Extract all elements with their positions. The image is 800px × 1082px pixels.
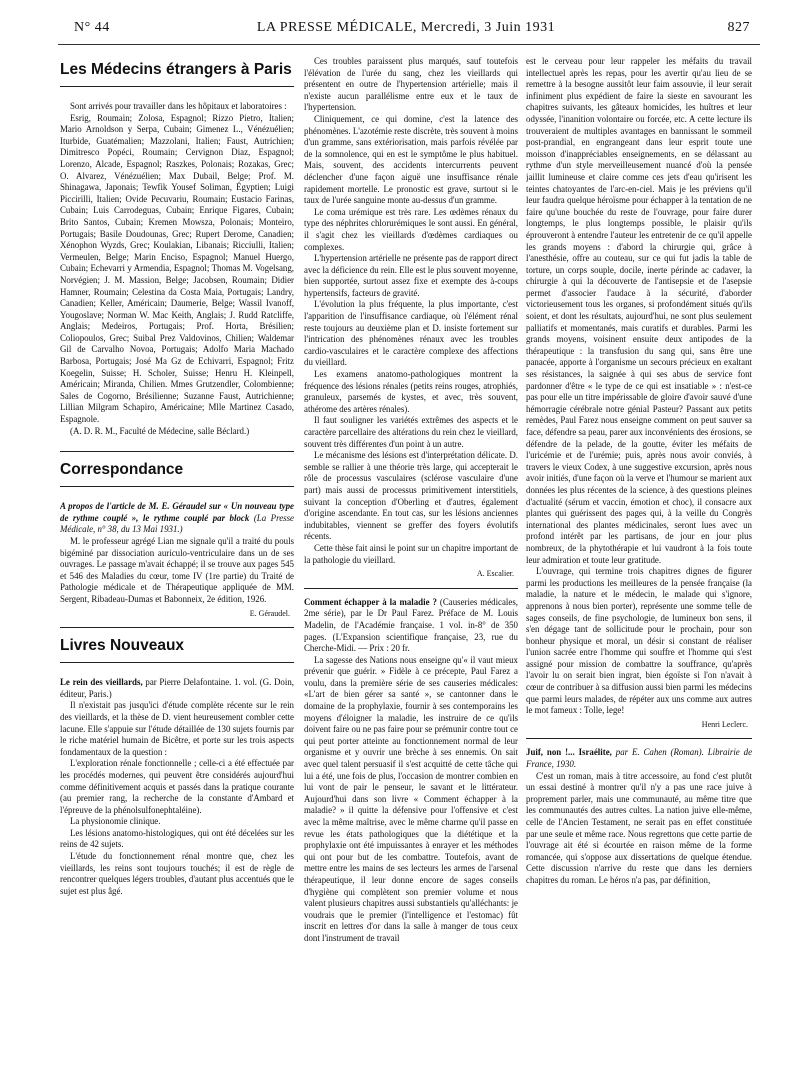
review-paragraph: Le coma urémique est très rare. Les œdèmes rénaux du type des néphrites chlorurémiques le sont aussi. En général, il s'agit chez les vieillards d'œdèmes cardiaques ou complexes. (304, 206, 518, 252)
review-paragraph: Ces troubles paraissent plus marqués, sauf toutefois l'élévation de l'urée du sang, chez les vieillards qui présentent en outre de l'hypertension artérielle; mais il n'existe aucun parallélisme entre eux et le taux de l'hypertension. (304, 56, 518, 113)
column-1 (60, 56, 294, 1071)
review-paragraph: Les lésions anatomo-histologiques, qui ont été décelées sur les reins de 42 sujets. (60, 827, 294, 850)
review-paragraph: L'ouvrage, qui termine trois chapitres dignes de figurer parmi les productions les meilleures de la pensée française (la maladie, la nature et le médecin, le malade qui s'ignore, apprenons à nous bien porter), représente une somme telle de sages conseils, de fine psychologie, de lumineux bon sens, il s'en dégage tant de sollicitude pour le prochain, pour son bonheur physique et moral, un désir si constant de réaliser l'union sacrée entre l'homme qui souffre et l'homme qui s'est assigné pour mission de combattre la souffrance, qu'après l'avoir lu on serait bien ingrat, bien égoïste si l'on n'avait à cœur de contribuer à sa diffusion aussi bien parmi les médecins que parmi leurs malades, de répéter aux uns comme aux autres le mot fameux : Tolle, lege! (526, 566, 752, 716)
review-paragraph: C'est un roman, mais à titre accessoire, au fond c'est plutôt un essai destiné à montrer qu'il n'y a pas une race juive à proprement parler, mais une communauté, au même titre que les communautés des autres cultes. La nation juive elle-même, celle de l'Ancien Testament, ne serait pas en effet constituée par une seule et même race. Nous regrettons que cette partie de l'ouvrage ait été si écourtée en raison même de la forme romancée, qui s'oppose aux dissertations de quelque étendue. Cette discussion n'arrive du reste que dans les derniers chapitres du roman. Le héros n'a pas, par définition, (526, 770, 752, 885)
page-header (52, 18, 760, 44)
medecins-signature: (A. D. R. M., Faculté de Médecine, salle Béclard.) (70, 425, 250, 436)
correspondance-body: M. le professeur agrégé Lian me signale qu'il a traité du pouls bigéminé par dissociation auriculo-ventriculaire dans un de ses ouvrages. Le passage m'avait échappé; il se trouve aux pages 545 et 546 des Maladies du cœur, tome IV (1re partie) du Traité de Pathologie médicale et de Thérapeutique appliquée de MM. Sergent, Ribadeau-Dumas et Babonneix, 2e édition, 1926. (60, 536, 294, 604)
section-rule (304, 588, 518, 589)
column-3 (526, 56, 752, 1071)
medecins-intro: Sont arrivés pour travailler dans les hôpitaux et laboratoires : (70, 101, 287, 111)
section-rule (60, 86, 294, 87)
review-paragraph: L'exploration rénale fonctionnelle ; celle-ci a été effectuée par les procédés modernes, qui peuvent être considérés aujourd'hui comme définitivement acquis et passés dans la pratique courante (au premier rang, la recherche de la constante d'Ambard et l'épreuve de la phénolsulfonephtaléine). (60, 758, 294, 815)
review-paragraph: Cliniquement, ce qui domine, c'est la latence des phénomènes. L'azotémie reste discrète, très souvent à moins d'un gramme, sans extériorisation, mais parfois révélée par de la somnolence, qui en est le symptôme le plus habituel. Mais, souvent, des accidents intercurrents peuvent déclencher d'une façon aiguë une insuffisance rénale rapidement mortelle. Le pronostic est grave, surtout si le taux de l'urée sanguine monte au-dessus d'un gramme. (304, 113, 518, 206)
section-rule (60, 662, 294, 663)
page-number: 827 (727, 20, 750, 35)
section-rule (526, 738, 752, 739)
correspondance-subject: A propos de l'article de M. E. Géraudel sur « Un nouveau type de rythme couplé », le rythme couplé par block (60, 501, 294, 523)
medecins-list: Esrig, Roumain; Zolosa, Espagnol; Rizzo Pietro, Italien; Mario Arnoldson y Serpa, Cubain; Gimenez L., Vénézuélien; Iturbide, Guatémalien; Mazzolani, Italien; Faust, Autrichien; Dimitresco Popéci, Roumain; Cervignon Diaz, Espagnol; Lorenzo, Alcade, Espagnol; Raszkes, Polonais; Rozakas, Grec; O. Alvarez, Vénézuélien; Max Dubail, Belge; Prof. M. Shinagawa, Japonais; Tewfik Yousef Soliman, Égyptien; Luigi Piccirilli, Italien; Ovide Pecuvariu, Roumain; Eustacio Farinas, Cubain; Luis Carrodeguas, Cubain; Enrique Figares, Cubain; Brito Santos, Cubain; Kremen Mowsza, Polonais; Monteiro, Portugais; Basile Doudounas, Grec; Rupert Derome, Canadien; Xénophon Wyzds, Grec; Koulakian, Libanais; Ricciulli, Italien; Vermeulen, Belge; Marin Enciso, Espagnol; Manuel Huergo, Cubain; Echevarri y Armendia, Espagnol; Thomas M. Vogelsang, Norvégien; J. M. Massion, Belge; Jacobsen, Roumain; Didier Hamner, Roumain; Celestina da Costa Maia, Portugais; Landry, Canadien; Keller, Américain; Daumerie, Belge; Wassil Ivanoff, Yougoslave; Norman W. Mac Keith, Anglais; J. Rudd Ratcliffe, Anglais; Medeiros, Portugais; Prof. Horta, Brésilien; Coliopoulos, Grec; Suibal Prez Valdovinos, Chilien; Waldemar Gil de Carvalho Novoa, Portugais; Adolfo Maria Machado Barbosa, Portugais; José Ma Gz de Echivarri, Espagnol; Fritz Koegelin, Suisse; H. Scholer, Suisse; Henru H. Kleinpell, Américain; Miranda, Chilien. Mmes Grutzendler, Colombienne; Sales de Cogorno, Brésilienne; Suzanne Faust, Autrichienne; Lillian Milgram Schapiro, Américaine; Mlle Martinez Casado, Espagnole. (60, 112, 294, 425)
section-rule (60, 486, 294, 487)
book-title: Juif, non !... Israélite, (526, 747, 612, 758)
section-rule (60, 451, 294, 452)
book-author: (Causeries médicales, 2me série), par le Dr Paul Farez. Préface de M. Louis Madelin, de l'Académie française. 1 vol. in-8° de 350 pages. (L'Expansion scientifique française, 23, rue du Cherche-Midi. — Prix : 20 fr. (304, 596, 518, 654)
review-paragraph: Il n'existait pas jusqu'ici d'étude complète récente sur le rein des vieillards, et la thèse de D. vient heureusement combler cette lacune. Elle s'appuie sur l'étude détaillée de 130 sujets fournis par le riche matériel humain de Bicêtre, et porte sur les trois aspects fondamentaux de la question : (60, 700, 294, 757)
header-rule (58, 44, 760, 45)
review-paragraph: Cette thèse fait ainsi le point sur un chapitre important de la pathologie du vieillard. (304, 542, 518, 565)
section-title-livres: Livres Nouveaux (60, 637, 185, 655)
review-paragraph: est le cerveau pour leur rappeler les méfaits du travail intellectuel après les repas, pour les avertir qu'au lieu de se remettre à la besogne aussitôt leur faim assouvie, il leur serait infiniment plus expédient de faire la sieste en savourant les chapitres suivants, les gâteaux homicides, les huîtres et leur odyssée, l'inanition volontaire ou forcée, etc. A cette lecture ils trouveraient de multiples avantages en bannissant le sommeil post-prandial, en engrangeant dans leur esprit toute une moisson d'inappréciables enseignements, en se délassant au rythme d'un style merveilleusement nuancé d'où la pensée jaillit lumineuse et claire comme ces jets d'eau qu'irisent les teintes chatoyantes de l'arc-en-ciel. Mais je les préviens qu'il leur faudra quelque héroïsme pour échapper à la tentation de ne faire qu'une bouchée du reste de l'ouvrage, pour faire durer longtemps, le plus longtemps possible, le plaisir qu'ils éprouveront à entendre l'auteur les entretenir de ce qu'il appelle les grands moyens : d'abord la chirurgie qui, grâce à l'anesthésie, offre au couteau, sur ce qui fut jadis la table de torture, un corps souple, docile, inerte périnde ac cadaver, la chirurgie à qui la découverte de l'antisepsie et de l'asepsie permet d'associer l'audace à la sécurité, d'aborder victorieusement tous les organes, si profondément situés qu'ils soient, et dont les résultats, aujourd'hui, ne sont plus seulement palliatifs et momentanés, mais curatifs et durables. Parmi les grands moyens, voisinent ensuite deux antipodes de la thérapeutique : la transfusion du sang qui, sans être une panacée, apporte à l'organisme un secours précieux en exaltant ses résistances, la saignée à qui ses abus de service font pardonner d'être « le type de ce qui est insatiable » : n'est-ce pas pour elle un titre impérissable de gloire d'avoir sauvé d'une hémorragie cérébrale notre génial Pasteur? Passant aux petits remèdes, Paul Farez nous enseigne comment on peut sauver sa face, défendre sa peau, parer aux inconvénients des érosions, se défendre de la pelade, de la goutte, éviter les méfaits de l'uricémie et de l'urémie; puis, après nous avoir conviés, à travers le vieux Codex, à une suggestive excursion, après nous avoir initiés, d'une façon où la verve et l'humour se marient aux données les plus récentes de la science, à des questions pleines d'actualité (sérum et vaccin, émotion et choc), il consacre aux plantes qui guérissent des pages qui, à la veille du Congrès international des plantes médicinales, seront lues avec un profond intérêt par les partisans, de jour en jour plus nombreux, de la phytothérapie et lui vaudront à la fois toute leur admiration et toute leur gratitude. (526, 56, 752, 565)
section-title-correspondance: Correspondance (60, 461, 184, 479)
book-title: Le rein des vieillards, (60, 677, 143, 688)
book-title: Comment échapper à la maladie ? (304, 596, 437, 607)
review-paragraph: Les examens anatomo-pathologiques montrent la fréquence des lésions rénales (petits reins rouges, atrophiés, granuleux, parsemés de kystes, et avec, très souvent, athérome des artères rénales). (304, 369, 518, 414)
column-2 (304, 56, 518, 1071)
journal-title: LA PRESSE MÉDICALE, Mercredi, 3 Juin 1931 (256, 20, 556, 35)
correspondance-reference: (La Presse Médicale, n° 38, du 13 Mai 1931.) (60, 512, 294, 535)
review-paragraph: L'hypertension artérielle ne présente pas de rapport direct avec la déficience du rein. Elle est le plus souvent moyenne, bien supportée, surtout assez fixe et exempte des à-coups hypertensifs, facteurs de gravité. (304, 253, 518, 298)
review-paragraph: Le mécanisme des lésions est d'interprétation délicate. D. semble se rallier à une théorie très large, qui accepterait le rôle de processus vasculaires (sclérose vasculaire d'une part) mais aussi de processus primitivement interstitiels, suivant la conception d'Oberling et d'autres, également d'origine ascendante. En tout cas, sur les lésions anciennes indubitables, viennent se greffer des foyers évolutifs récents. (304, 450, 518, 542)
review-paragraph: La sagesse des Nations nous enseigne qu'« il vaut mieux prévenir que guérir. » Fidèle à ce précepte, Paul Farez a voulu, dans la première série de ses causeries médicales: «L'art de bien gérer sa santé », se cantonner dans le domaine de la prophylaxie, fournir à ses contemporains les moyens d'éloigner la maladie, les instruire de ce qu'ils doivent faire ou ne pas faire pour se prémunir contre tout ce qui peut porter atteinte au fonctionnement normal de leur organisme et y ouvrir une brèche à ses ennemis. On sait avec quel talent persuasif il s'est acquitté de cette tâche qui lui a été, une fois de plus, l'occasion de montrer combien en lui vont de pair le penseur, le savant et le littérateur. Aujourd'hui dans son livre « Comment échapper à la maladie? » il quitte la défensive pour l'offensive et c'est avec la même maîtrise, avec le même charme qu'il passe en revue les états pathologiques que la diététique et la prophylaxie ont été impuissantes à enrayer et les méthodes qui ont pour but de les combattre. Toutefois, avant de mettre entre les mains de ses lecteurs les armes de l'arsenal thérapeutique, il leur donne encore de sages conseils d'hygiène qui complètent son premier volume et nous valent plusieurs chapitres aussi substantiels qu'alléchants: je voudrais que le premier (l'intelligence et l'estomac) fût inscrit en lettres d'or dans la salle à manger de tous ceux dont l'instrument de travail (304, 654, 518, 943)
section-title-medecins: Les Médecins étrangers à Paris (60, 61, 292, 78)
book-author: par E. Cahen (Roman). Librairie de France, 1930. (526, 747, 752, 770)
book-author: par Pierre Delafontaine. 1. vol. (G. Doin, éditeur, Paris.) (60, 677, 294, 699)
correspondance-signature: E. Géraudel. (249, 608, 290, 618)
review-signature: A. Escalier. (476, 569, 514, 579)
review-paragraph: L'évolution la plus fréquente, la plus importante, c'est l'apparition de l'insuffisance cardiaque, où l'élément rénal reste toujours au deuxième plan et D. insiste fortement sur l'intrication des phénomènes rénaux avec les troubles cardio-vasculaires et le caractère complexe des affections du vieillard. (304, 299, 518, 368)
review-paragraph: La physionomie clinique. (70, 816, 161, 827)
section-rule (60, 627, 294, 628)
review-paragraph: Il faut souligner les variétés extrêmes des aspects et le caractère parcellaire des altérations du rein chez le vieillard, souvent très différentes d'un point à un autre. (304, 415, 518, 449)
review-paragraph: L'étude du fonctionnement rénal montre que, chez les vieillards, les reins sont toujours touchés; il est de règle de rencontrer quelques légers troubles, d'autant plus accentués que le sujet est plus âgé. (60, 851, 294, 896)
issue-number: N° 44 (74, 20, 110, 35)
review-signature: Henri Leclerc. (701, 719, 748, 729)
